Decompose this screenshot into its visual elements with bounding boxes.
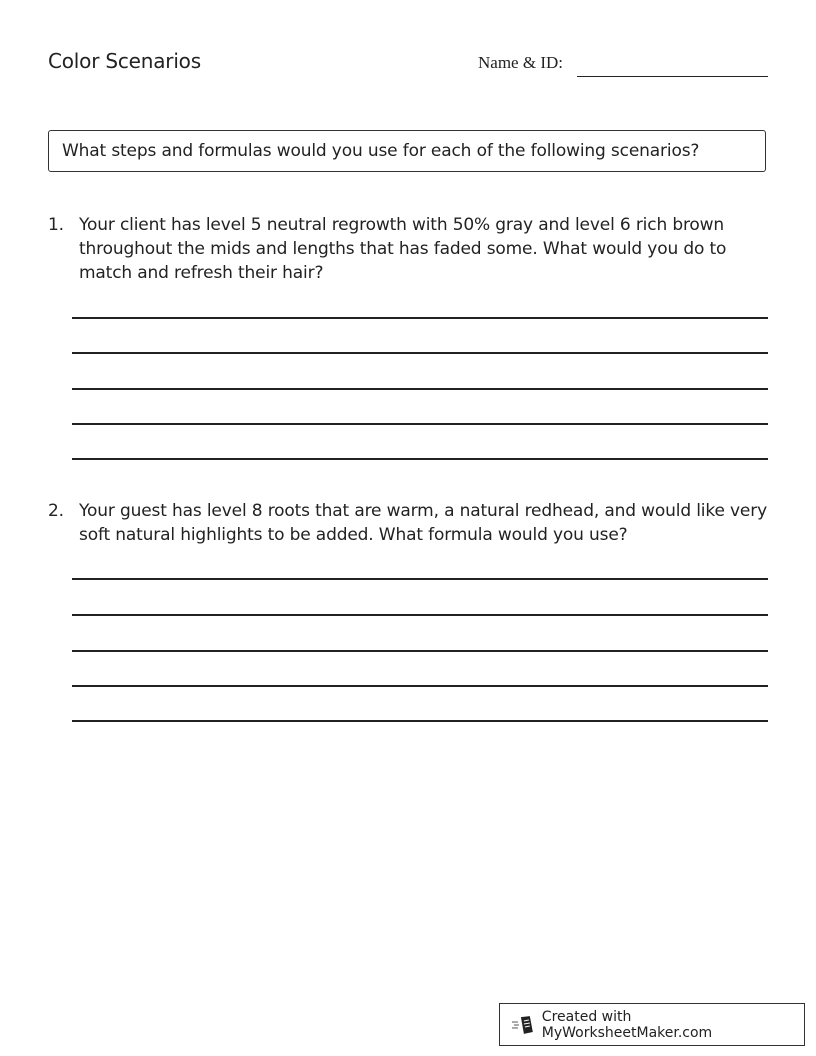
- question-2: [48, 499, 768, 547]
- answer-line-2-4[interactable]: [72, 685, 768, 687]
- footer-badge[interactable]: [499, 1003, 805, 1046]
- question-text: Your client has level 5 neutral regrowth with 50% gray and level 6 rich brown throughout the mids and lengths that has faded some. What would you do to match and refresh their hair?: [79, 215, 727, 283]
- answer-line-2-2[interactable]: [72, 614, 768, 616]
- question-number: 2.: [48, 501, 64, 521]
- answer-line-2-1[interactable]: [72, 578, 768, 580]
- worksheet-logo-icon: [512, 1015, 536, 1035]
- answer-line-1-5[interactable]: [72, 458, 768, 460]
- answer-line-1-3[interactable]: [72, 388, 768, 390]
- worksheet-title: Color Scenarios: [48, 49, 201, 73]
- question-1: [48, 213, 768, 285]
- footer-text: Created with MyWorksheetMaker.com: [541, 1008, 713, 1041]
- instructions-box: [48, 130, 766, 172]
- instructions-text: What steps and formulas would you use for each of the following scenarios?: [62, 141, 700, 161]
- answer-line-1-4[interactable]: [72, 423, 768, 425]
- answer-line-2-5[interactable]: [72, 720, 768, 722]
- answer-line-1-2[interactable]: [72, 352, 768, 354]
- question-text: Your guest has level 8 roots that are warm, a natural redhead, and would like very soft natural highlights to be added. What formula would you use?: [79, 501, 767, 545]
- answer-line-1-1[interactable]: [72, 317, 768, 319]
- answer-line-2-3[interactable]: [72, 650, 768, 652]
- name-id-field[interactable]: [577, 76, 768, 77]
- question-number: 1.: [48, 215, 64, 235]
- name-id-label: Name & ID:: [478, 53, 563, 72]
